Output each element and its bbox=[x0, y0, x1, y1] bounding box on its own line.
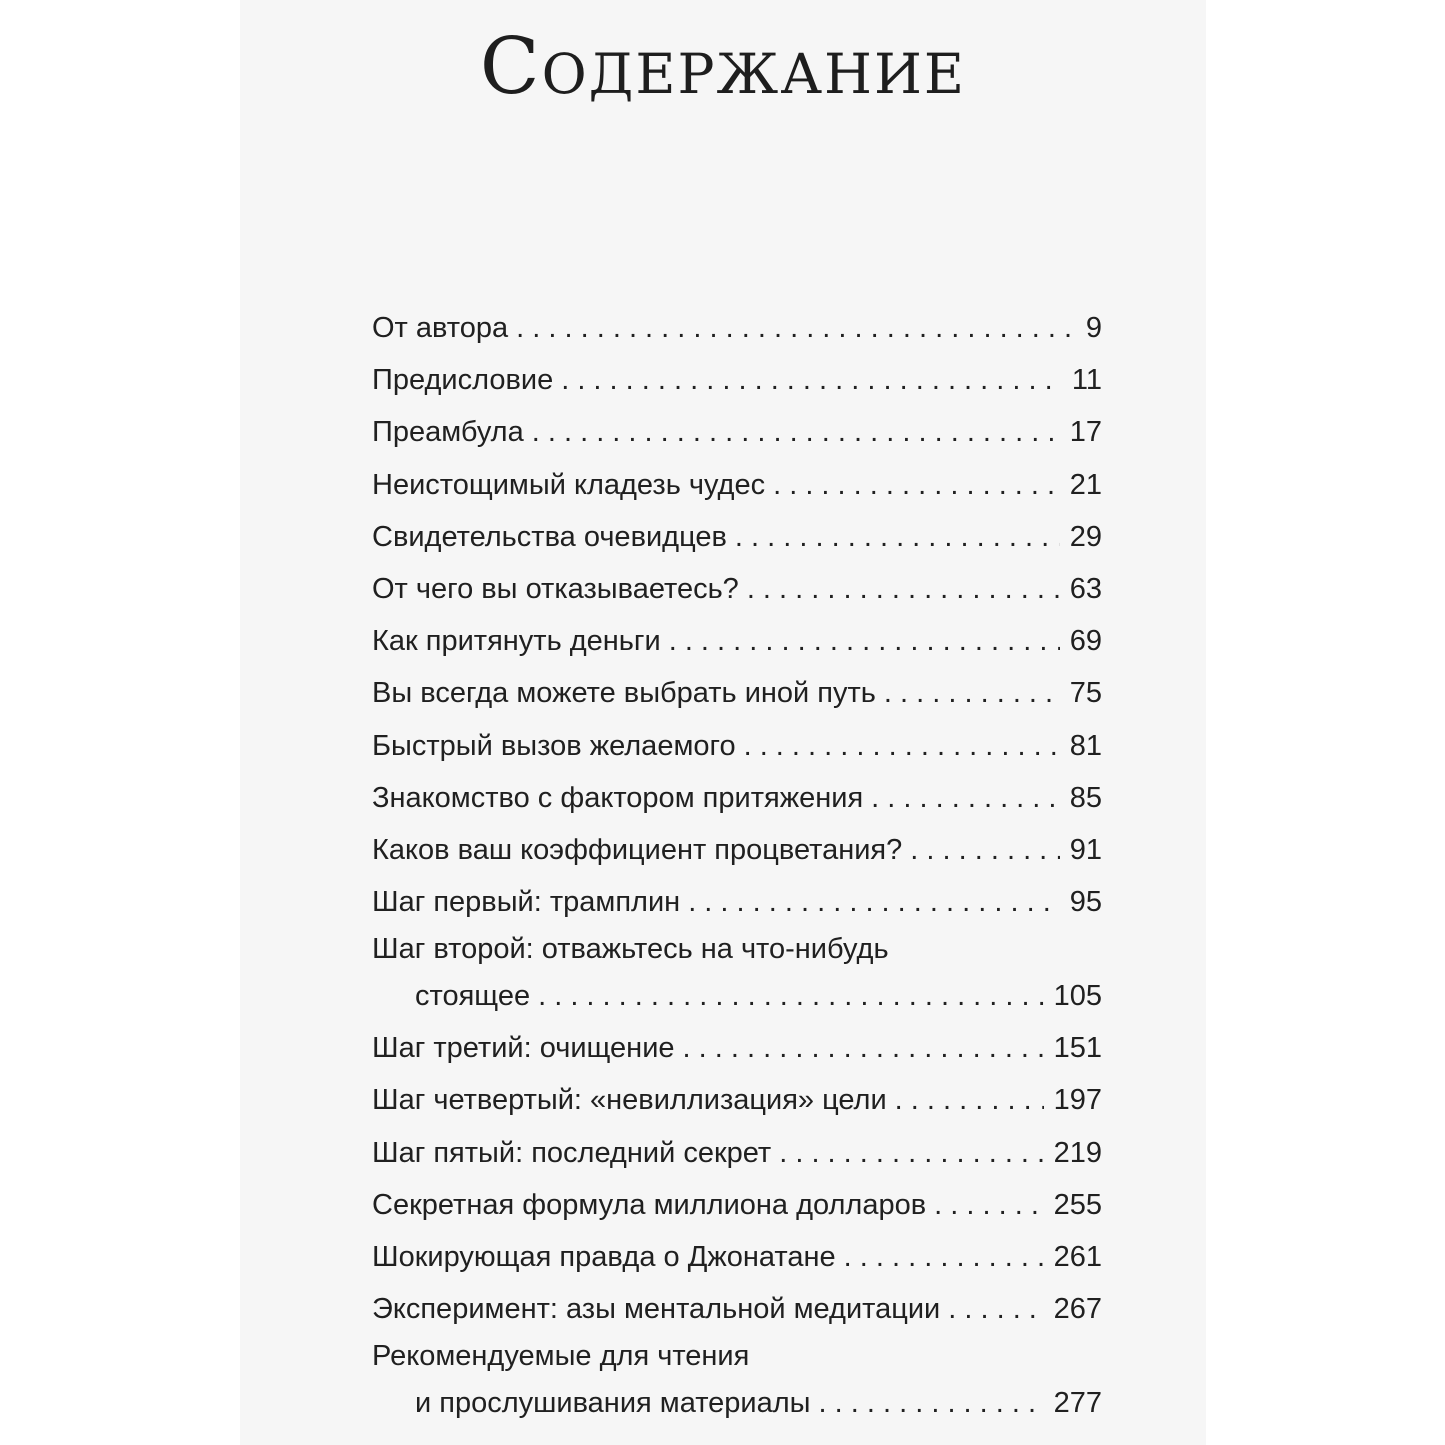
toc-entry-label: Шаг третий: очищение bbox=[372, 1032, 675, 1065]
toc-entry bbox=[372, 1074, 1102, 1126]
toc-entry-label: От чего вы отказываетесь? bbox=[372, 572, 739, 605]
toc-entry-label-continued: и прослушивания материалы bbox=[415, 1387, 811, 1420]
toc-entry-label: Рекомендуемые для чтения bbox=[372, 1340, 750, 1373]
toc-entry bbox=[372, 772, 1102, 824]
toc-entry bbox=[372, 302, 1102, 354]
toc-entry-page: 219 bbox=[1053, 1136, 1102, 1169]
toc-entry-label: Каков ваш коэффициент процветания? bbox=[372, 833, 903, 866]
toc-leader-dots bbox=[688, 876, 1060, 928]
toc-entry-page: 277 bbox=[1053, 1387, 1102, 1420]
toc-leader-dots bbox=[561, 354, 1062, 406]
toc-entry-page: 69 bbox=[1069, 625, 1102, 658]
toc-entry bbox=[372, 354, 1102, 406]
toc-entry bbox=[372, 1179, 1102, 1231]
toc-leader-dots bbox=[934, 1179, 1043, 1231]
toc-entry bbox=[372, 1022, 1102, 1074]
toc-entry-label: Как притянуть деньги bbox=[372, 625, 661, 658]
toc-entry-page: 29 bbox=[1069, 520, 1102, 553]
toc-entry-page: 197 bbox=[1053, 1084, 1102, 1117]
toc-entry-label: Шаг второй: отважьтесь на что-нибудь bbox=[372, 933, 889, 966]
toc-entry-page: 91 bbox=[1069, 833, 1102, 866]
toc-entry bbox=[372, 1231, 1102, 1283]
toc-entry-label: Шокирующая правда о Джонатане bbox=[372, 1241, 836, 1273]
page-title: Содержание bbox=[479, 22, 967, 112]
toc-entry-label: Быстрый вызов желаемого bbox=[372, 729, 736, 762]
toc-entry-page: 17 bbox=[1069, 416, 1102, 449]
toc-entry-label: Неистощимый кладезь чудес bbox=[372, 468, 766, 501]
toc-leader-dots bbox=[895, 1074, 1044, 1126]
toc-entry bbox=[372, 1283, 1102, 1335]
book-page bbox=[240, 0, 1206, 1445]
toc-leader-dots bbox=[884, 667, 1060, 719]
toc-entry-label: Эксперимент: азы ментальной медитации bbox=[372, 1293, 941, 1326]
toc-leader-dots bbox=[516, 302, 1076, 354]
toc-entry-label: Шаг первый: трамплин bbox=[372, 886, 681, 919]
toc-entry-page: 151 bbox=[1053, 1032, 1102, 1065]
toc-entry-page: 85 bbox=[1069, 781, 1102, 814]
toc-entry-page: 75 bbox=[1069, 677, 1102, 710]
toc-entry-page: 81 bbox=[1069, 729, 1102, 762]
toc-leader-dots bbox=[844, 1231, 1044, 1283]
toc-entry bbox=[372, 459, 1102, 511]
toc-entry bbox=[372, 876, 1102, 928]
toc-entry-label: Вы всегда можете выбрать иной путь bbox=[372, 677, 876, 710]
toc-leader-dots bbox=[532, 406, 1060, 458]
toc-leader-dots bbox=[538, 970, 1044, 1022]
toc-entry bbox=[372, 720, 1102, 772]
toc-entry-page: 261 bbox=[1053, 1241, 1102, 1273]
toc-entry bbox=[372, 563, 1102, 615]
toc-leader-dots bbox=[910, 824, 1059, 876]
toc-entry-page: 9 bbox=[1085, 312, 1102, 344]
toc-entry-label: Секретная формула миллиона долларов bbox=[372, 1188, 927, 1221]
toc-leader-dots bbox=[683, 1022, 1044, 1074]
toc-entry bbox=[372, 511, 1102, 563]
toc-leader-dots bbox=[669, 615, 1060, 667]
toc-entry-label: Преамбула bbox=[372, 416, 524, 449]
toc-entry-page: 21 bbox=[1069, 468, 1102, 501]
toc-leader-dots bbox=[773, 459, 1060, 511]
toc-leader-dots bbox=[819, 1377, 1044, 1429]
toc-entry-label: Шаг четвертый: «невиллизация» цели bbox=[372, 1084, 887, 1117]
toc-leader-dots bbox=[744, 720, 1060, 772]
toc-leader-dots bbox=[948, 1283, 1043, 1335]
toc-entry-label: Предисловие bbox=[372, 364, 554, 397]
toc-entry-label: Шаг пятый: последний секрет bbox=[372, 1136, 772, 1169]
toc-leader-dots bbox=[747, 563, 1060, 615]
toc-entry bbox=[372, 406, 1102, 458]
toc-entry-label-continued: стоящее bbox=[415, 980, 531, 1013]
toc-entry-page: 255 bbox=[1053, 1188, 1102, 1221]
toc-entry-page: 105 bbox=[1053, 980, 1102, 1013]
toc-entry bbox=[372, 667, 1102, 719]
toc-entry-page: 95 bbox=[1069, 886, 1102, 919]
toc-entry bbox=[372, 928, 1102, 1022]
toc-entry-page: 11 bbox=[1071, 364, 1102, 397]
toc-entry-label: От автора bbox=[372, 312, 509, 344]
toc-leader-dots bbox=[871, 772, 1060, 824]
toc-leader-dots bbox=[735, 511, 1060, 563]
toc-entry bbox=[372, 824, 1102, 876]
toc-entry-label: Знакомство с фактором притяжения bbox=[372, 781, 864, 814]
toc-entry-page: 267 bbox=[1053, 1293, 1102, 1326]
toc-entry-page: 63 bbox=[1069, 572, 1102, 605]
toc-entry bbox=[372, 1335, 1102, 1429]
toc-entry-label: Свидетельства очевидцев bbox=[372, 520, 727, 553]
toc-leader-dots bbox=[779, 1127, 1043, 1179]
toc-entry bbox=[372, 1127, 1102, 1179]
table-of-contents bbox=[372, 302, 1102, 1429]
toc-entry bbox=[372, 615, 1102, 667]
